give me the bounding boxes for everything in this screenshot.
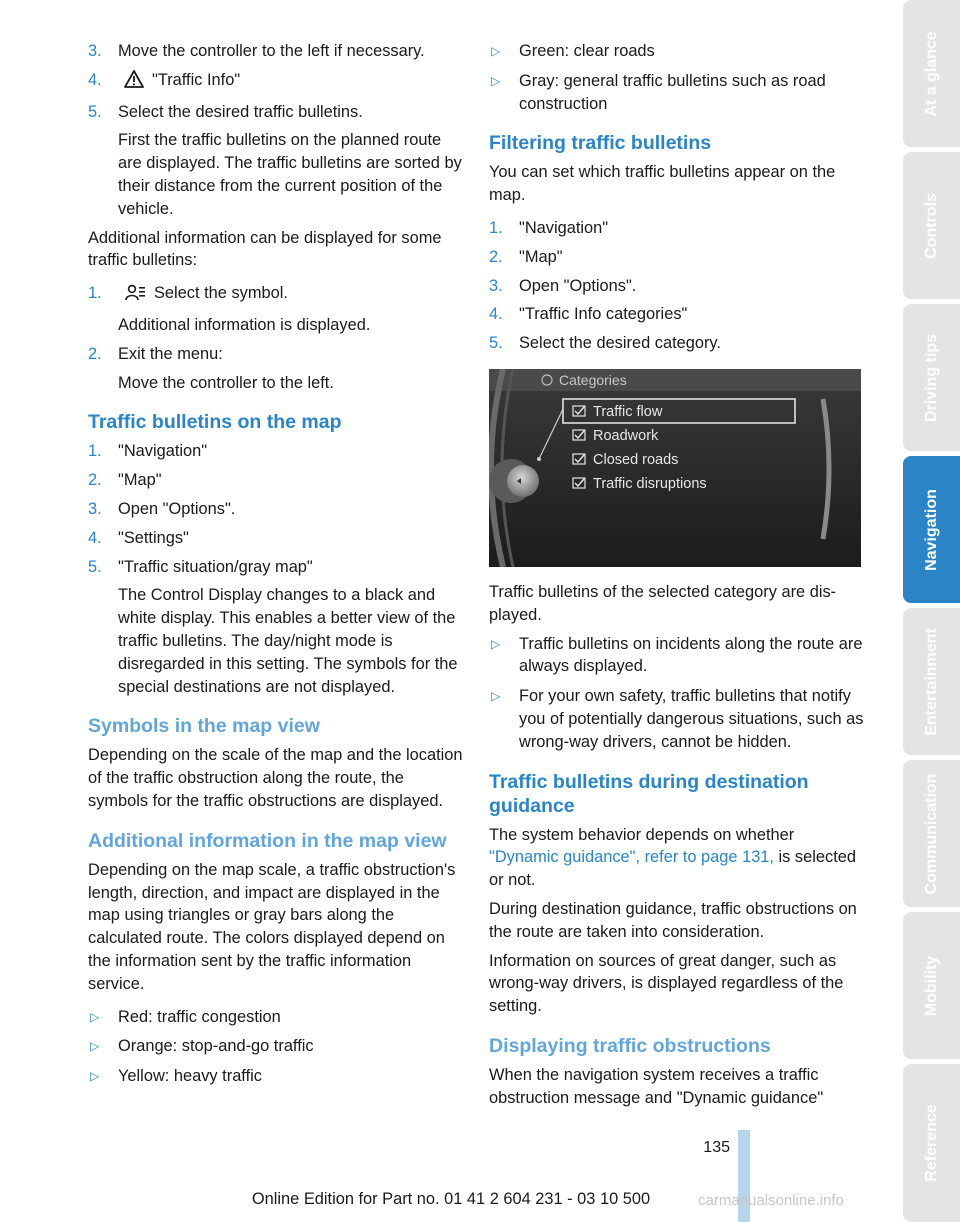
paragraph: Information on sources of great danger, such as wrong-way drivers, is displayed regardless of the setting.	[489, 951, 844, 1016]
watermark: carmanualsonline.info	[698, 1192, 844, 1209]
bullet-triangle-icon: ▷	[90, 1039, 100, 1054]
list-item: 2. "Map"	[88, 471, 162, 490]
heading-symbols: Symbols in the map view	[88, 715, 320, 738]
paragraph: Depending on the map scale, a traffic obstruction's length, direction, and impact are displayed in the map using triangles or gray bars along the calculated route. The colors displayed depend on the information sent by the traffic information service.	[88, 860, 456, 993]
list-item: ▷ Red: traffic congestion	[88, 1006, 463, 1029]
list-item: 2. "Map"	[489, 247, 563, 266]
bullet-triangle-icon: ▷	[491, 689, 501, 704]
step-detail: First the traffic bulletins on the planned route are displayed. The traffic bulletins are sorted by their distance from the current position of the vehicle.	[118, 131, 462, 218]
tab-driving-tips[interactable]: Driving tips	[903, 304, 960, 451]
categories-screen-image	[489, 369, 861, 567]
tab-navigation[interactable]: Navigation	[903, 456, 960, 603]
list-item: 5. Select the desired category.	[489, 334, 721, 353]
list-item: ▷ Traffic bulletins on incidents along the route are always displayed.	[491, 634, 863, 676]
tab-at-a-glance[interactable]: At a glance	[903, 0, 960, 147]
heading-guidance: Traffic bulletins during destination guidance	[489, 770, 809, 817]
svg-text:Traffic flow: Traffic flow	[593, 403, 663, 420]
bullet-triangle-icon: ▷	[491, 73, 501, 88]
tab-communication[interactable]: Communication	[903, 760, 960, 907]
list-item: ▷ For your own safety, traffic bulletins that notify you of potentially dangerous situations, such as wrong-way drivers, cannot be hidden.	[491, 687, 864, 751]
tab-reference[interactable]: Reference	[903, 1064, 960, 1222]
list-item: ▷ Green: clear roads	[489, 40, 864, 63]
left-column	[88, 40, 463, 1095]
chapter-tabs	[899, 0, 960, 1222]
paragraph: You can set which traffic bulletins appear on the map.	[489, 163, 836, 205]
right-column	[489, 40, 864, 1116]
page-number: 135	[703, 1139, 730, 1156]
list-item: 3. Open "Options".	[489, 276, 637, 295]
heading-additional-info: Additional information in the map view	[88, 829, 447, 852]
bullet-triangle-icon: ▷	[90, 1009, 100, 1024]
svg-text:Traffic disruptions: Traffic disruptions	[593, 475, 707, 492]
bullet-triangle-icon: ▷	[491, 44, 501, 58]
paragraph: When the navigation system receives a traffic obstruction message and "Dynamic guidance"	[489, 1065, 824, 1107]
list-item: ▷ Orange: stop-and-go traffic	[88, 1035, 463, 1058]
list-item: 5. "Traffic situation/gray map"	[88, 557, 313, 576]
bullet-triangle-icon: ▷	[491, 636, 501, 651]
paragraph: Traffic bulletins of the selected category are displayed.	[489, 582, 837, 624]
list-item: ▷ Yellow: heavy traffic	[88, 1065, 463, 1088]
screen-title: Categories	[559, 371, 627, 388]
list-item: 4. "Settings"	[88, 528, 189, 547]
heading-filtering: Filtering traffic bulletins	[489, 132, 712, 155]
list-item: 1. Select the symbol.	[88, 282, 463, 308]
paragraph: During destination guidance, traffic obstructions on the route are taken into consideration.	[489, 899, 857, 941]
category-item-traffic-disruptions	[573, 476, 707, 492]
list-item: 2. Exit the menu:	[88, 344, 223, 363]
svg-text:Closed roads: Closed roads	[593, 451, 679, 468]
heading-displaying: Displaying traffic obstructions	[489, 1034, 771, 1057]
warning-triangle-icon	[124, 70, 144, 95]
list-item: 3. Open "Options".	[88, 499, 236, 518]
tab-mobility[interactable]: Mobility	[903, 912, 960, 1059]
bullet-triangle-icon: ▷	[90, 1069, 100, 1084]
tab-entertainment[interactable]: Entertainment	[903, 608, 960, 755]
list-item: 4. "Traffic Info categories"	[489, 305, 688, 324]
page-reference-link[interactable]: "Dynamic guidance", refer to page 131,	[489, 848, 774, 867]
paragraph: Additional information can be displayed for some traffic bulletins:	[88, 228, 442, 270]
list-item: 5. Select the desired traffic bulletins.	[88, 102, 363, 121]
tab-controls[interactable]: Controls	[903, 152, 960, 299]
heading-traffic-map: Traffic bulletins on the map	[88, 411, 342, 434]
footer: Online Edition for Part no. 01 41 2 604 231 - 03 10 500	[251, 1190, 651, 1208]
info-person-icon	[124, 283, 146, 308]
step-detail: The Control Display changes to a black and white display. This enables a better view of the traffic bulletins. The day/night mode is disregarded in this setting. The symbols for the special destinations are not displayed.	[118, 586, 458, 696]
paragraph: Depending on the scale of the map and the location of the traffic obstruction along the route, the symbols for the traffic obstructions are displayed.	[88, 746, 463, 810]
step-detail: Move the controller to the left.	[118, 373, 334, 392]
list-item: 3. Move the controller to the left if necessary.	[88, 42, 425, 60]
list-item: 4. "Traffic Info"	[88, 69, 463, 95]
list-item: 1. "Navigation"	[88, 442, 208, 461]
paragraph: The system behavior depends on whether "Dynamic guidance", refer to page 131, is selected or not.	[489, 825, 856, 890]
list-item: ▷ Gray: general traffic bulletins such as road construction	[491, 71, 826, 113]
svg-text:Roadwork: Roadwork	[593, 427, 659, 444]
step-detail: Additional information is displayed.	[118, 315, 371, 334]
list-item: 1. "Navigation"	[489, 218, 609, 237]
